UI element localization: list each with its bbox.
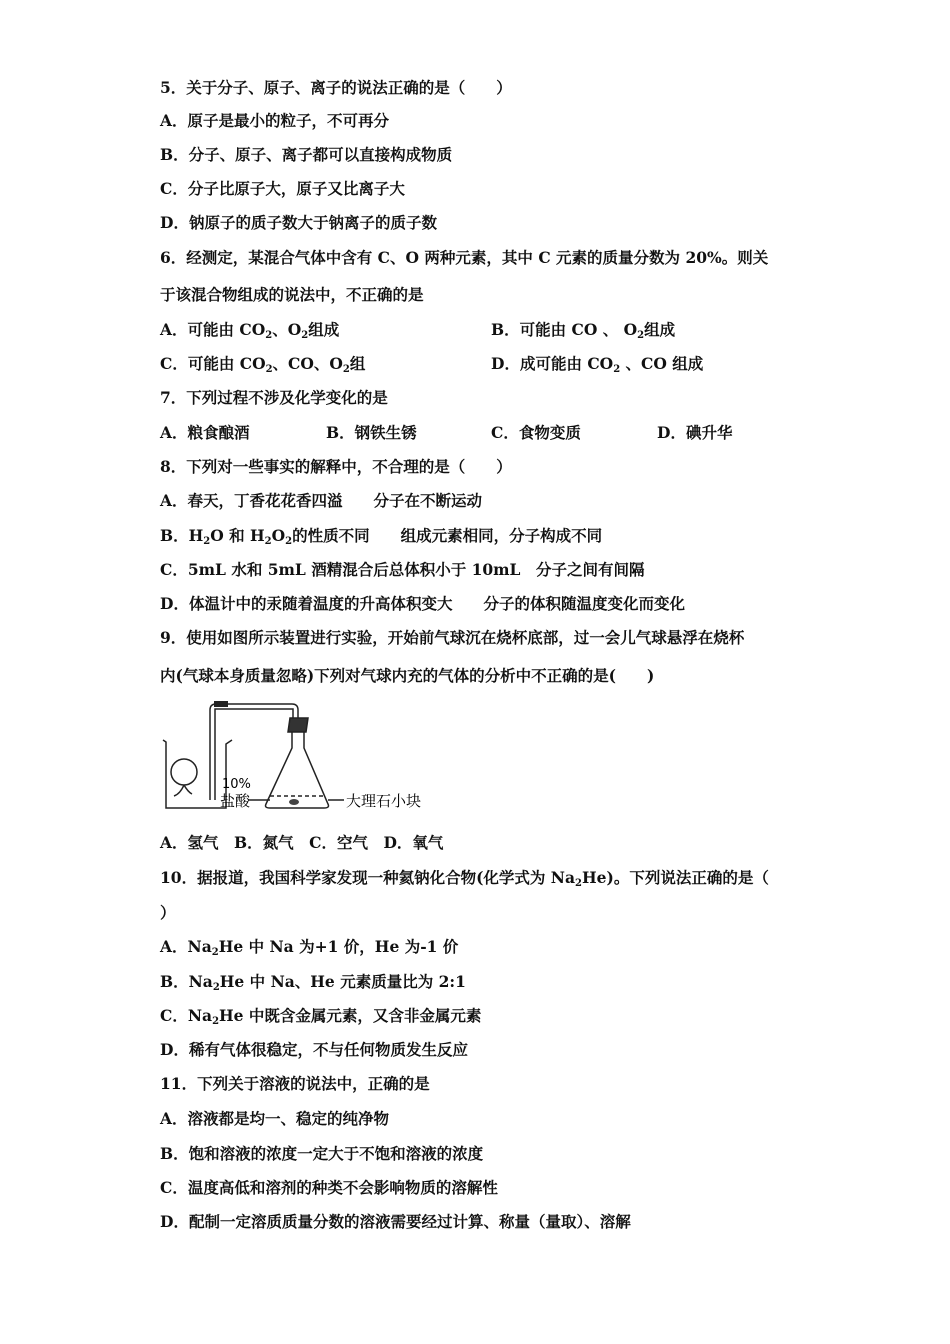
experiment-apparatus-figure bbox=[158, 696, 448, 814]
text-line bbox=[160, 179, 405, 199]
text-segment: B．可能由 CO 、 O bbox=[491, 320, 638, 339]
text-line bbox=[160, 1074, 430, 1094]
text-line bbox=[160, 78, 512, 98]
text-segment: 5．关于分子、原子、离子的说法正确的是（ ） bbox=[160, 78, 512, 97]
text-segment: D．成可能由 CO bbox=[491, 354, 614, 373]
text-segment: A．春天，丁香花花香四溢 分子在不断运动 bbox=[160, 491, 483, 510]
text-segment: D．钠原子的质子数大于钠离子的质子数 bbox=[160, 213, 437, 232]
subscript: 2 bbox=[203, 536, 211, 547]
text-segment: 10．据报道，我国科学家发现一种氦钠化合物(化学式为 Na bbox=[160, 868, 576, 887]
text-line bbox=[160, 213, 437, 233]
text-line bbox=[160, 1212, 631, 1232]
subscript: 2 bbox=[265, 364, 273, 375]
text-line bbox=[160, 1144, 483, 1164]
subscript: 2 bbox=[342, 364, 350, 375]
text-segment: He 中既含金属元素，又含非金属元素 bbox=[219, 1006, 482, 1025]
text-segment: B．钢铁生锈 bbox=[326, 423, 417, 442]
subscript: 2 bbox=[285, 536, 293, 547]
text-line bbox=[160, 560, 644, 580]
text-segment: 的性质不同 组成元素相同，分子构成不同 bbox=[292, 526, 603, 545]
text-segment: 9．使用如图所示装置进行实验，开始前气球沉在烧杯底部，过一会儿气球悬浮在烧杯 bbox=[160, 628, 745, 647]
text-segment: A．粮食酿酒 bbox=[160, 423, 250, 442]
text-segment: O 和 H bbox=[210, 526, 265, 545]
balloon bbox=[171, 759, 197, 785]
text-segment: B．分子、原子、离子都可以直接构成物质 bbox=[160, 145, 453, 164]
text-segment: C．温度高低和溶剂的种类不会影响物质的溶解性 bbox=[160, 1178, 498, 1197]
acid-label: 盐酸 bbox=[220, 792, 251, 810]
stopper bbox=[288, 718, 308, 732]
text-segment: 于该混合物组成的说法中，不正确的是 bbox=[160, 285, 424, 304]
text-line bbox=[160, 1178, 498, 1198]
text-segment: 11．下列关于溶液的说法中，正确的是 bbox=[160, 1074, 430, 1093]
marble-label: 大理石小块 bbox=[346, 792, 422, 810]
text-segment: D．配制一定溶质质量分数的溶液需要经过计算、称量（量取）、溶解 bbox=[160, 1212, 631, 1231]
text-line bbox=[491, 354, 703, 374]
subscript: 2 bbox=[264, 536, 272, 547]
text-line bbox=[491, 320, 675, 340]
text-segment: B．饱和溶液的浓度一定大于不饱和溶液的浓度 bbox=[160, 1144, 484, 1163]
text-line bbox=[160, 491, 482, 511]
text-segment: A．溶液都是均一、稳定的纯净物 bbox=[160, 1109, 390, 1128]
text-line bbox=[160, 457, 512, 477]
text-line bbox=[160, 145, 452, 165]
text-segment: He 中 Na、He 元素质量比为 2:1 bbox=[219, 972, 466, 991]
text-segment: He)。下列说法正确的是（ bbox=[581, 868, 769, 887]
text-line bbox=[491, 423, 581, 443]
text-segment: A．氢气 B．氮气 C．空气 D．氧气 bbox=[160, 833, 444, 852]
text-segment: C．可能由 CO bbox=[160, 354, 266, 373]
text-segment: A．Na bbox=[160, 937, 212, 956]
subscript: 2 bbox=[301, 330, 309, 341]
text-line bbox=[160, 628, 744, 648]
text-segment: B．Na bbox=[160, 972, 213, 991]
text-segment: C．5mL 水和 5mL 酒精混合后总体积小于 10mL 分子之间有间隔 bbox=[160, 560, 645, 579]
text-line bbox=[326, 423, 417, 443]
text-line bbox=[160, 1109, 389, 1129]
text-line bbox=[160, 903, 176, 923]
subscript: 2 bbox=[212, 1016, 220, 1027]
text-line bbox=[160, 111, 389, 131]
text-segment: B．H bbox=[160, 526, 204, 545]
text-line bbox=[160, 388, 388, 408]
text-segment: D．体温计中的汞随着温度的升高体积变大 分子的体积随温度变化而变化 bbox=[160, 594, 685, 613]
text-line bbox=[160, 354, 365, 374]
text-segment: 组 bbox=[349, 354, 366, 373]
subscript: 2 bbox=[575, 878, 582, 889]
text-segment: 、CO、O bbox=[272, 354, 343, 373]
text-segment: C．Na bbox=[160, 1006, 213, 1025]
text-segment: A．可能由 CO bbox=[160, 320, 266, 339]
text-line bbox=[657, 423, 732, 443]
text-segment: 、O bbox=[272, 320, 302, 339]
text-segment: D．稀有气体很稳定，不与任何物质发生反应 bbox=[160, 1040, 468, 1059]
text-segment: 8．下列对一些事实的解释中，不合理的是（ ） bbox=[160, 457, 512, 476]
text-segment: O bbox=[271, 526, 286, 545]
text-line bbox=[160, 526, 602, 546]
text-line bbox=[160, 937, 458, 957]
text-line bbox=[160, 868, 769, 888]
text-line bbox=[160, 594, 685, 614]
text-segment: 组成 bbox=[644, 320, 676, 339]
text-segment: C．食物变质 bbox=[491, 423, 581, 442]
text-segment: 内(气球本身质量忽略)下列对气球内充的气体的分析中不正确的是( ) bbox=[160, 666, 655, 685]
acid-concentration-label: 10% bbox=[222, 777, 251, 792]
text-segment: 6．经测定，某混合气体中含有 C、O 两种元素，其中 C 元素的质量分数为 20%。则关 bbox=[160, 248, 769, 267]
text-segment: He 中 Na 为+1 价，He 为-1 价 bbox=[218, 937, 459, 956]
text-line bbox=[160, 423, 250, 443]
subscript: 2 bbox=[613, 364, 621, 375]
text-line bbox=[160, 972, 466, 992]
text-line bbox=[160, 1040, 468, 1060]
text-segment: 、CO 组成 bbox=[620, 354, 704, 373]
text-segment: 7．下列过程不涉及化学变化的是 bbox=[160, 388, 388, 407]
text-segment: 组成 bbox=[308, 320, 340, 339]
text-line bbox=[160, 248, 768, 268]
text-segment: C．分子比原子大，原子又比离子大 bbox=[160, 179, 405, 198]
text-line bbox=[160, 285, 424, 305]
text-line bbox=[160, 320, 339, 340]
text-segment: A．原子是最小的粒子，不可再分 bbox=[160, 111, 390, 130]
text-segment: ） bbox=[160, 903, 176, 922]
text-line bbox=[160, 666, 654, 686]
subscript: 2 bbox=[211, 947, 219, 958]
text-line bbox=[160, 1006, 481, 1026]
subscript: 2 bbox=[212, 982, 220, 993]
subscript: 2 bbox=[265, 330, 273, 341]
text-line bbox=[160, 833, 443, 853]
text-segment: D．碘升华 bbox=[657, 423, 733, 442]
subscript: 2 bbox=[637, 330, 645, 341]
